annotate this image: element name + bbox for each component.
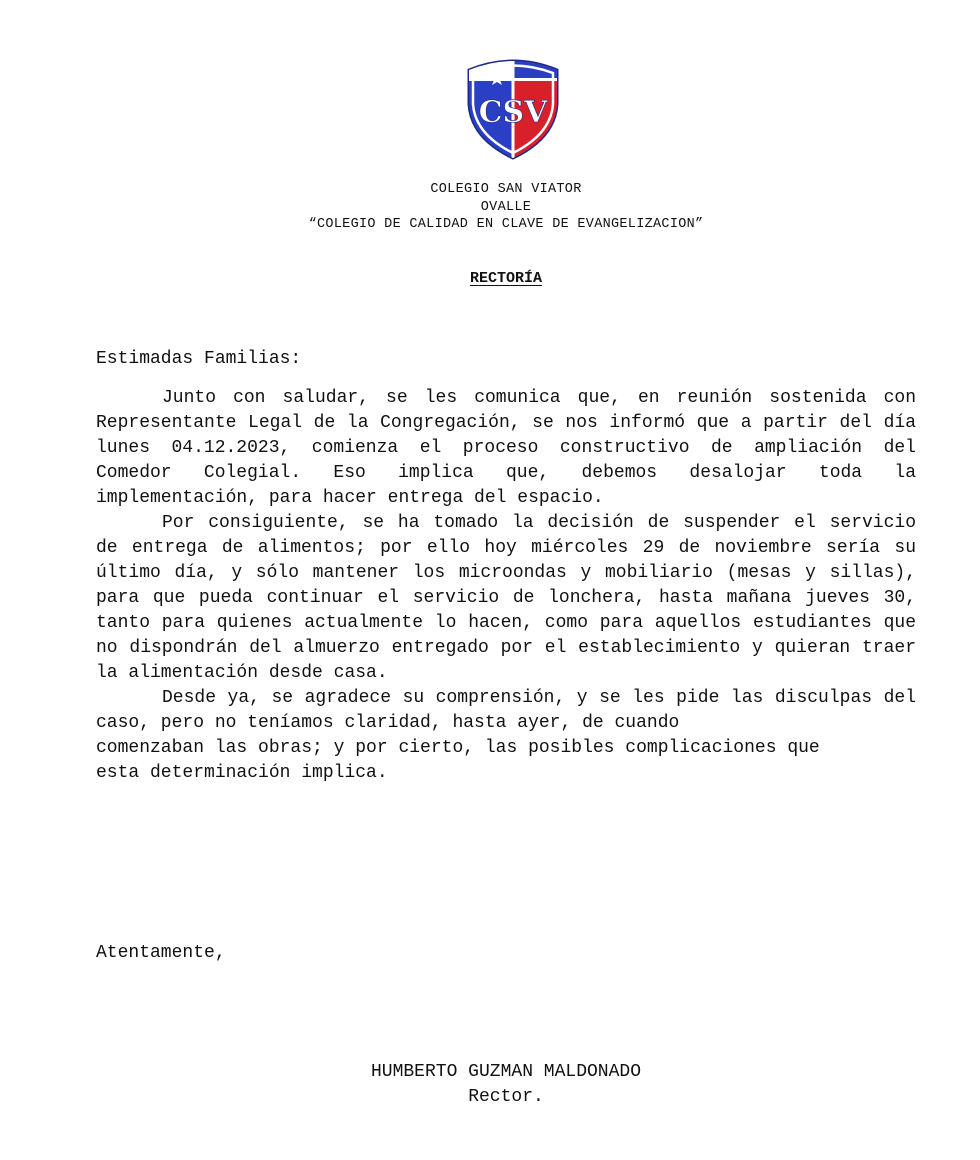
signatory-role: Rector. <box>468 1087 544 1107</box>
school-name: COLEGIO SAN VIATOR <box>430 182 582 197</box>
svg-text:CSV: CSV <box>478 95 548 130</box>
letter-body <box>96 386 916 786</box>
school-city: OVALLE <box>480 199 532 215</box>
signatory-name: HUMBERTO GUZMAN MALDONADO <box>370 1062 642 1082</box>
paragraph-apology: Desde ya, se agradece su comprensión, y se les pide las disculpas del caso, pero no teníamos claridad, hasta ayer, de cuando <box>96 688 916 733</box>
paragraph-consequence: Por consiguiente, se ha tomado la decisión de suspender el servicio de entrega de alimentos; por ello hoy miércoles 29 de noviembre sería su último día, y sólo mantener los microondas y mobiliario (mesas y sillas), para que pueda continuar el servicio de lonchera, hasta mañana jueves 30, tanto para quienes actualmente lo hacen, como para aquellos estudiantes que no dispondrán del almuerzo entregado por el establecimiento y quieran traer la alimentación desde casa. <box>96 513 916 683</box>
paragraph-apology-continued: comenzaban las obras; y por cierto, las posibles complicaciones que <box>96 738 820 758</box>
closing: Atentamente, <box>96 943 226 963</box>
school-crest-logo <box>463 58 563 162</box>
letterhead <box>0 181 980 234</box>
school-motto: “COLEGIO DE CALIDAD EN CLAVE DE EVANGELIZACION” <box>308 217 704 232</box>
document-title: RECTORÍA <box>469 270 542 287</box>
paragraph-announcement: Junto con saludar, se les comunica que, en reunión sostenida con Representante Legal de la Congregación, se nos informó que a partir del día lunes 04.12.2023, comienza el proceso constructivo de ampliación del Comedor Colegial. Eso implica que, debemos desalojar toda la implementación, para hacer entrega del espacio. <box>96 388 916 508</box>
signature-block <box>0 1060 980 1110</box>
paragraph-apology-end: esta determinación implica. <box>96 763 388 783</box>
salutation: Estimadas Familias: <box>96 349 302 369</box>
